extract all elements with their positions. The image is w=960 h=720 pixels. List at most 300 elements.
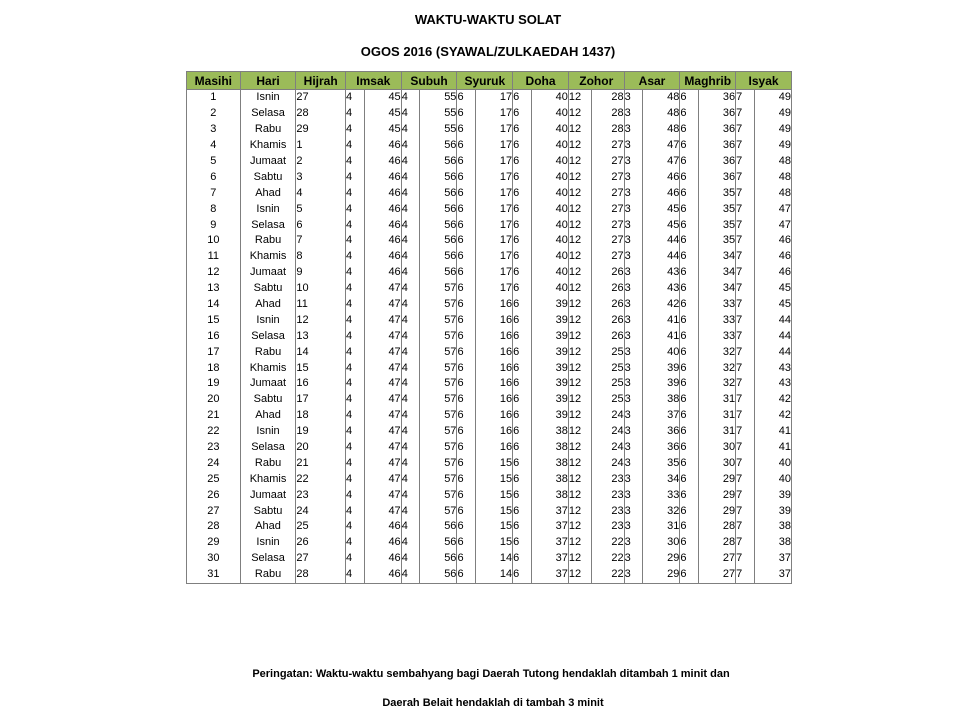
cell-zohor-hour: 12 — [568, 297, 591, 313]
cell-isyak-minute: 41 — [754, 440, 791, 456]
cell-subuh-hour: 4 — [401, 455, 420, 471]
cell-syuruk-minute: 16 — [476, 392, 513, 408]
cell-zohor-minute: 22 — [591, 535, 624, 551]
cell-subuh-hour: 4 — [401, 249, 420, 265]
cell-hijrah: 28 — [296, 106, 346, 122]
cell-hijrah: 10 — [296, 281, 346, 297]
cell-syuruk-minute: 16 — [476, 297, 513, 313]
header-row — [187, 72, 792, 90]
cell-subuh-minute: 55 — [420, 106, 457, 122]
cell-hijrah: 15 — [296, 360, 346, 376]
cell-imsak-hour: 4 — [345, 217, 364, 233]
cell-imsak-minute: 45 — [364, 90, 401, 106]
cell-hari: Rabu — [240, 122, 296, 138]
cell-maghrib-minute: 33 — [698, 312, 735, 328]
cell-isyak-hour: 7 — [736, 138, 755, 154]
cell-doha-minute: 38 — [531, 424, 568, 440]
cell-hari: Rabu — [240, 344, 296, 360]
cell-maghrib-minute: 35 — [698, 233, 735, 249]
table-row — [187, 503, 792, 519]
cell-doha-hour: 6 — [513, 551, 532, 567]
cell-subuh-hour: 4 — [401, 106, 420, 122]
cell-asar-hour: 3 — [624, 138, 643, 154]
cell-isyak-hour: 7 — [736, 471, 755, 487]
cell-syuruk-hour: 6 — [457, 424, 476, 440]
cell-isyak-hour: 7 — [736, 90, 755, 106]
cell-imsak-hour: 4 — [345, 138, 364, 154]
cell-syuruk-hour: 6 — [457, 249, 476, 265]
cell-subuh-minute: 56 — [420, 535, 457, 551]
cell-doha-hour: 6 — [513, 440, 532, 456]
cell-isyak-minute: 42 — [754, 408, 791, 424]
cell-hari: Khamis — [240, 138, 296, 154]
cell-hari: Ahad — [240, 297, 296, 313]
cell-syuruk-hour: 6 — [457, 519, 476, 535]
cell-masihi: 21 — [187, 408, 241, 424]
cell-hari: Ahad — [240, 408, 296, 424]
cell-zohor-hour: 12 — [568, 169, 591, 185]
cell-subuh-minute: 55 — [420, 122, 457, 138]
cell-maghrib-minute: 34 — [698, 281, 735, 297]
cell-doha-hour: 6 — [513, 201, 532, 217]
cell-subuh-hour: 4 — [401, 185, 420, 201]
cell-subuh-hour: 4 — [401, 471, 420, 487]
cell-maghrib-hour: 6 — [680, 328, 699, 344]
header-maghrib: Maghrib — [680, 72, 736, 90]
page-title: WAKTU-WAKTU SOLAT — [414, 12, 562, 27]
cell-doha-minute: 40 — [531, 233, 568, 249]
cell-subuh-hour: 4 — [401, 487, 420, 503]
cell-zohor-hour: 12 — [568, 328, 591, 344]
cell-asar-minute: 29 — [643, 551, 680, 567]
page-subtitle: OGOS 2016 (SYAWAL/ZULKAEDAH 1437) — [360, 44, 616, 59]
cell-syuruk-hour: 6 — [457, 90, 476, 106]
cell-imsak-minute: 46 — [364, 265, 401, 281]
cell-maghrib-minute: 29 — [698, 471, 735, 487]
cell-imsak-hour: 4 — [345, 567, 364, 583]
cell-imsak-hour: 4 — [345, 503, 364, 519]
cell-zohor-hour: 12 — [568, 408, 591, 424]
header-subuh: Subuh — [401, 72, 457, 90]
cell-doha-hour: 6 — [513, 154, 532, 170]
cell-zohor-hour: 12 — [568, 535, 591, 551]
cell-maghrib-minute: 28 — [698, 535, 735, 551]
cell-asar-hour: 3 — [624, 201, 643, 217]
cell-subuh-minute: 56 — [420, 138, 457, 154]
table-row — [187, 265, 792, 281]
cell-asar-minute: 41 — [643, 328, 680, 344]
cell-asar-minute: 48 — [643, 122, 680, 138]
cell-syuruk-hour: 6 — [457, 138, 476, 154]
cell-subuh-minute: 56 — [420, 519, 457, 535]
cell-imsak-minute: 47 — [364, 392, 401, 408]
cell-zohor-minute: 25 — [591, 376, 624, 392]
cell-zohor-hour: 12 — [568, 551, 591, 567]
cell-subuh-minute: 57 — [420, 328, 457, 344]
cell-imsak-hour: 4 — [345, 519, 364, 535]
cell-hijrah: 11 — [296, 297, 346, 313]
cell-maghrib-hour: 6 — [680, 169, 699, 185]
cell-imsak-minute: 46 — [364, 535, 401, 551]
cell-asar-minute: 36 — [643, 440, 680, 456]
cell-zohor-hour: 12 — [568, 185, 591, 201]
cell-imsak-minute: 46 — [364, 185, 401, 201]
cell-hari: Rabu — [240, 233, 296, 249]
cell-isyak-minute: 39 — [754, 487, 791, 503]
cell-doha-minute: 40 — [531, 265, 568, 281]
cell-isyak-hour: 7 — [736, 424, 755, 440]
cell-hari: Khamis — [240, 249, 296, 265]
cell-doha-hour: 6 — [513, 312, 532, 328]
cell-zohor-minute: 28 — [591, 106, 624, 122]
cell-hijrah: 4 — [296, 185, 346, 201]
cell-zohor-minute: 26 — [591, 265, 624, 281]
cell-zohor-hour: 12 — [568, 376, 591, 392]
cell-isyak-minute: 44 — [754, 328, 791, 344]
cell-hijrah: 19 — [296, 424, 346, 440]
cell-doha-hour: 6 — [513, 233, 532, 249]
cell-maghrib-hour: 6 — [680, 455, 699, 471]
cell-imsak-minute: 46 — [364, 551, 401, 567]
cell-isyak-minute: 48 — [754, 154, 791, 170]
table-row — [187, 122, 792, 138]
cell-maghrib-hour: 6 — [680, 90, 699, 106]
cell-zohor-minute: 22 — [591, 551, 624, 567]
cell-maghrib-hour: 6 — [680, 154, 699, 170]
cell-imsak-minute: 47 — [364, 440, 401, 456]
cell-hijrah: 1 — [296, 138, 346, 154]
cell-subuh-hour: 4 — [401, 328, 420, 344]
cell-imsak-minute: 46 — [364, 249, 401, 265]
cell-syuruk-minute: 17 — [476, 233, 513, 249]
cell-syuruk-hour: 6 — [457, 471, 476, 487]
table-body — [187, 90, 792, 584]
cell-asar-hour: 3 — [624, 376, 643, 392]
cell-doha-hour: 6 — [513, 487, 532, 503]
table-row — [187, 424, 792, 440]
cell-asar-hour: 3 — [624, 265, 643, 281]
cell-subuh-minute: 56 — [420, 169, 457, 185]
cell-doha-minute: 40 — [531, 217, 568, 233]
cell-subuh-hour: 4 — [401, 90, 420, 106]
cell-imsak-hour: 4 — [345, 551, 364, 567]
cell-syuruk-minute: 15 — [476, 535, 513, 551]
cell-imsak-minute: 47 — [364, 376, 401, 392]
cell-doha-minute: 37 — [531, 535, 568, 551]
cell-maghrib-minute: 36 — [698, 154, 735, 170]
cell-asar-minute: 32 — [643, 503, 680, 519]
cell-isyak-minute: 43 — [754, 360, 791, 376]
cell-syuruk-hour: 6 — [457, 217, 476, 233]
note-line-2: Daerah Belait hendaklah di tambah 3 minit — [382, 697, 604, 709]
cell-syuruk-minute: 15 — [476, 503, 513, 519]
cell-imsak-hour: 4 — [345, 312, 364, 328]
cell-maghrib-minute: 32 — [698, 376, 735, 392]
cell-zohor-hour: 12 — [568, 233, 591, 249]
cell-maghrib-minute: 34 — [698, 265, 735, 281]
cell-syuruk-hour: 6 — [457, 281, 476, 297]
cell-maghrib-hour: 6 — [680, 217, 699, 233]
cell-subuh-minute: 57 — [420, 471, 457, 487]
cell-zohor-hour: 12 — [568, 424, 591, 440]
cell-imsak-minute: 47 — [364, 344, 401, 360]
cell-syuruk-minute: 15 — [476, 455, 513, 471]
header-syuruk: Syuruk — [457, 72, 513, 90]
cell-maghrib-minute: 36 — [698, 138, 735, 154]
cell-syuruk-minute: 15 — [476, 519, 513, 535]
cell-isyak-hour: 7 — [736, 297, 755, 313]
cell-hijrah: 13 — [296, 328, 346, 344]
cell-imsak-minute: 46 — [364, 567, 401, 583]
cell-asar-hour: 3 — [624, 312, 643, 328]
cell-subuh-minute: 56 — [420, 551, 457, 567]
cell-hijrah: 5 — [296, 201, 346, 217]
cell-subuh-hour: 4 — [401, 519, 420, 535]
cell-imsak-hour: 4 — [345, 201, 364, 217]
cell-doha-hour: 6 — [513, 360, 532, 376]
cell-masihi: 22 — [187, 424, 241, 440]
cell-syuruk-minute: 17 — [476, 185, 513, 201]
cell-asar-hour: 3 — [624, 106, 643, 122]
cell-maghrib-hour: 6 — [680, 503, 699, 519]
cell-imsak-hour: 4 — [345, 297, 364, 313]
cell-syuruk-minute: 16 — [476, 440, 513, 456]
cell-masihi: 28 — [187, 519, 241, 535]
cell-maghrib-minute: 29 — [698, 487, 735, 503]
cell-subuh-minute: 57 — [420, 487, 457, 503]
cell-syuruk-hour: 6 — [457, 535, 476, 551]
cell-isyak-hour: 7 — [736, 122, 755, 138]
cell-zohor-minute: 23 — [591, 503, 624, 519]
cell-subuh-hour: 4 — [401, 297, 420, 313]
cell-imsak-hour: 4 — [345, 471, 364, 487]
cell-doha-minute: 39 — [531, 297, 568, 313]
table-row — [187, 567, 792, 583]
cell-isyak-hour: 7 — [736, 265, 755, 281]
cell-isyak-hour: 7 — [736, 440, 755, 456]
cell-zohor-hour: 12 — [568, 392, 591, 408]
cell-syuruk-hour: 6 — [457, 360, 476, 376]
cell-subuh-hour: 4 — [401, 344, 420, 360]
cell-doha-minute: 40 — [531, 106, 568, 122]
table-row — [187, 169, 792, 185]
cell-hari: Jumaat — [240, 265, 296, 281]
table-row — [187, 519, 792, 535]
cell-maghrib-hour: 6 — [680, 122, 699, 138]
cell-isyak-hour: 7 — [736, 455, 755, 471]
header-hijrah: Hijrah — [296, 72, 346, 90]
cell-hijrah: 28 — [296, 567, 346, 583]
cell-doha-minute: 39 — [531, 376, 568, 392]
cell-subuh-minute: 57 — [420, 344, 457, 360]
cell-zohor-hour: 12 — [568, 567, 591, 583]
cell-isyak-minute: 49 — [754, 138, 791, 154]
cell-maghrib-minute: 31 — [698, 392, 735, 408]
cell-maghrib-hour: 6 — [680, 265, 699, 281]
cell-isyak-minute: 45 — [754, 281, 791, 297]
cell-imsak-minute: 47 — [364, 424, 401, 440]
cell-maghrib-minute: 35 — [698, 217, 735, 233]
cell-imsak-hour: 4 — [345, 487, 364, 503]
cell-maghrib-hour: 6 — [680, 519, 699, 535]
cell-subuh-minute: 57 — [420, 440, 457, 456]
cell-asar-minute: 39 — [643, 360, 680, 376]
cell-hari: Sabtu — [240, 503, 296, 519]
cell-zohor-minute: 28 — [591, 90, 624, 106]
table-row — [187, 233, 792, 249]
cell-hari: Sabtu — [240, 169, 296, 185]
cell-subuh-hour: 4 — [401, 503, 420, 519]
cell-zohor-hour: 12 — [568, 265, 591, 281]
cell-asar-minute: 40 — [643, 344, 680, 360]
cell-zohor-hour: 12 — [568, 519, 591, 535]
cell-zohor-minute: 27 — [591, 217, 624, 233]
cell-isyak-minute: 49 — [754, 122, 791, 138]
cell-maghrib-minute: 31 — [698, 408, 735, 424]
cell-imsak-hour: 4 — [345, 233, 364, 249]
cell-masihi: 19 — [187, 376, 241, 392]
cell-isyak-hour: 7 — [736, 154, 755, 170]
cell-isyak-hour: 7 — [736, 169, 755, 185]
cell-masihi: 26 — [187, 487, 241, 503]
cell-syuruk-minute: 17 — [476, 169, 513, 185]
cell-subuh-hour: 4 — [401, 201, 420, 217]
cell-subuh-hour: 4 — [401, 535, 420, 551]
cell-zohor-minute: 28 — [591, 122, 624, 138]
cell-imsak-minute: 47 — [364, 297, 401, 313]
cell-syuruk-minute: 16 — [476, 360, 513, 376]
cell-asar-minute: 47 — [643, 138, 680, 154]
cell-maghrib-minute: 36 — [698, 90, 735, 106]
cell-asar-minute: 33 — [643, 487, 680, 503]
cell-asar-hour: 3 — [624, 154, 643, 170]
cell-asar-minute: 44 — [643, 249, 680, 265]
cell-maghrib-hour: 6 — [680, 360, 699, 376]
cell-syuruk-hour: 6 — [457, 328, 476, 344]
cell-isyak-minute: 48 — [754, 185, 791, 201]
cell-zohor-hour: 12 — [568, 154, 591, 170]
cell-syuruk-hour: 6 — [457, 455, 476, 471]
header-hari: Hari — [240, 72, 296, 90]
cell-imsak-hour: 4 — [345, 90, 364, 106]
cell-syuruk-minute: 14 — [476, 567, 513, 583]
cell-doha-hour: 6 — [513, 408, 532, 424]
cell-zohor-minute: 24 — [591, 455, 624, 471]
cell-zohor-minute: 26 — [591, 297, 624, 313]
table-row — [187, 154, 792, 170]
cell-zohor-hour: 12 — [568, 90, 591, 106]
table-row — [187, 535, 792, 551]
cell-doha-minute: 38 — [531, 455, 568, 471]
cell-subuh-minute: 56 — [420, 217, 457, 233]
cell-hijrah: 29 — [296, 122, 346, 138]
cell-imsak-minute: 46 — [364, 519, 401, 535]
cell-isyak-minute: 41 — [754, 424, 791, 440]
cell-zohor-minute: 24 — [591, 424, 624, 440]
cell-zohor-hour: 12 — [568, 440, 591, 456]
cell-subuh-minute: 57 — [420, 297, 457, 313]
cell-imsak-hour: 4 — [345, 169, 364, 185]
cell-maghrib-hour: 6 — [680, 281, 699, 297]
table-row — [187, 392, 792, 408]
cell-imsak-minute: 47 — [364, 328, 401, 344]
cell-syuruk-hour: 6 — [457, 567, 476, 583]
cell-zohor-minute: 27 — [591, 169, 624, 185]
cell-hijrah: 23 — [296, 487, 346, 503]
cell-zohor-minute: 27 — [591, 249, 624, 265]
cell-isyak-minute: 43 — [754, 376, 791, 392]
cell-asar-minute: 43 — [643, 265, 680, 281]
cell-maghrib-minute: 34 — [698, 249, 735, 265]
cell-doha-hour: 6 — [513, 138, 532, 154]
cell-maghrib-hour: 6 — [680, 138, 699, 154]
cell-asar-hour: 3 — [624, 424, 643, 440]
cell-hijrah: 22 — [296, 471, 346, 487]
cell-doha-hour: 6 — [513, 106, 532, 122]
cell-zohor-minute: 23 — [591, 519, 624, 535]
cell-masihi: 20 — [187, 392, 241, 408]
cell-maghrib-hour: 6 — [680, 551, 699, 567]
cell-imsak-minute: 47 — [364, 408, 401, 424]
cell-doha-hour: 6 — [513, 471, 532, 487]
cell-doha-minute: 40 — [531, 154, 568, 170]
cell-hari: Isnin — [240, 312, 296, 328]
cell-asar-minute: 31 — [643, 519, 680, 535]
cell-hijrah: 12 — [296, 312, 346, 328]
cell-maghrib-hour: 6 — [680, 487, 699, 503]
cell-doha-minute: 37 — [531, 567, 568, 583]
cell-hari: Khamis — [240, 360, 296, 376]
cell-imsak-minute: 45 — [364, 106, 401, 122]
cell-masihi: 7 — [187, 185, 241, 201]
cell-imsak-hour: 4 — [345, 424, 364, 440]
cell-isyak-minute: 48 — [754, 169, 791, 185]
cell-zohor-minute: 27 — [591, 185, 624, 201]
cell-asar-hour: 3 — [624, 408, 643, 424]
cell-zohor-hour: 12 — [568, 471, 591, 487]
cell-imsak-minute: 47 — [364, 455, 401, 471]
cell-syuruk-minute: 15 — [476, 471, 513, 487]
cell-isyak-hour: 7 — [736, 344, 755, 360]
cell-masihi: 27 — [187, 503, 241, 519]
cell-asar-hour: 3 — [624, 185, 643, 201]
cell-isyak-minute: 47 — [754, 217, 791, 233]
cell-maghrib-minute: 27 — [698, 567, 735, 583]
cell-isyak-minute: 49 — [754, 90, 791, 106]
cell-hijrah: 20 — [296, 440, 346, 456]
cell-subuh-minute: 57 — [420, 312, 457, 328]
cell-hijrah: 25 — [296, 519, 346, 535]
cell-hijrah: 26 — [296, 535, 346, 551]
cell-subuh-hour: 4 — [401, 424, 420, 440]
cell-isyak-hour: 7 — [736, 233, 755, 249]
cell-zohor-hour: 12 — [568, 106, 591, 122]
cell-masihi: 30 — [187, 551, 241, 567]
cell-isyak-minute: 40 — [754, 471, 791, 487]
table-row — [187, 249, 792, 265]
cell-maghrib-hour: 6 — [680, 249, 699, 265]
cell-zohor-minute: 24 — [591, 408, 624, 424]
header-isyak: Isyak — [736, 72, 792, 90]
cell-subuh-hour: 4 — [401, 154, 420, 170]
cell-maghrib-hour: 6 — [680, 376, 699, 392]
table-row — [187, 440, 792, 456]
cell-syuruk-minute: 16 — [476, 424, 513, 440]
cell-syuruk-hour: 6 — [457, 312, 476, 328]
cell-isyak-minute: 49 — [754, 106, 791, 122]
cell-asar-minute: 45 — [643, 201, 680, 217]
cell-asar-minute: 47 — [643, 154, 680, 170]
